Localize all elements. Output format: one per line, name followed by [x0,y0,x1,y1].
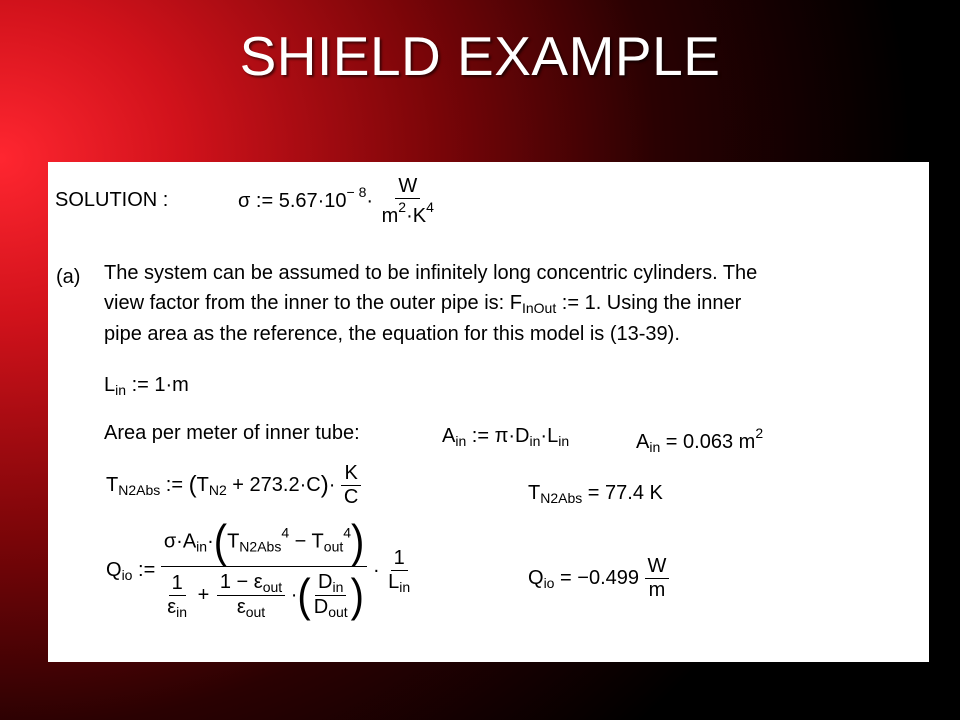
part-a-marker: (a) [56,266,81,288]
lin-definition: $L_{in}$ := 1·m [104,374,189,398]
qio-result: $Q_{io} = -0.499$ $\frac{W}{m}$ [528,555,669,602]
part-a-line-1: The system can be assumed to be infinitely long concentric cylinders. The [104,262,758,284]
part-a-line-3: pipe area as the reference, the equation for this model is (13-39). [104,323,680,345]
slide-title: SHIELD EXAMPLE [239,25,721,87]
solution-panel [48,162,929,662]
area-label: Area per meter of inner tube: [104,422,360,444]
qio-result-unit: $\frac{W}{m}$ [645,555,670,602]
tn2abs-definition: $T_{N2Abs}$ := $(T_{N2} + 273.2\cdot C)\cdot$ $\frac{K}{C}$ [106,462,361,509]
sigma-definition: σ := $5.67\cdot 10^{- 8}\cdot$ $\frac{W}{m^2\cdot K^4}$ [238,175,437,228]
qio-main-fraction [161,516,368,621]
qio-numerator: $\sigma\cdot A_{in}\cdot(T_{N2Abs}^4 - T_{out}^4)$ [161,522,368,567]
sigma-unit-fraction: $\frac{W}{m^2\cdot K^4}$ [381,175,434,227]
qio-denominator: $\frac{1}{\varepsilon_{in}}$ + $\frac{1 - \varepsilon_{out}}{\varepsilon_{out}}$ ·( $\frac{D_{in}}{D_{out}}$ ) [167,570,364,621]
qio-per-length-fraction: $\frac{1}{L_{in}}$ [388,547,411,595]
solution-label: SOLUTION : [55,189,169,211]
part-a-line-2: view factor from the inner to the outer pipe is: $F_{InOut}$ := 1. Using the inner [104,292,742,316]
tn2abs-result: $T_{N2Abs} = 77.4$ K [528,482,663,506]
area-definition: $A_{in}$ := $\pi\cdot D_{in}\cdot L_{in}$ [442,425,570,449]
kelvin-per-celsius-fraction: $\frac{K}{C}$ [341,462,361,509]
qio-definition: $Q_{io}$ := $\sigma\cdot A_{in}\cdot(T_{N2Abs}^4 - T_{out}^4)$ $\frac{1}{\varepsilon_{in}}$ + $\frac{1 - \varepsilon_{out}}{\varepsilon_{out}}$ ·( $\frac{D_{in}}{D_{out}}$ ) · $\frac{1}{L_{in}}$ [106,522,413,620]
area-result: $A_{in} = 0.063$ $m^2$ [636,425,764,455]
